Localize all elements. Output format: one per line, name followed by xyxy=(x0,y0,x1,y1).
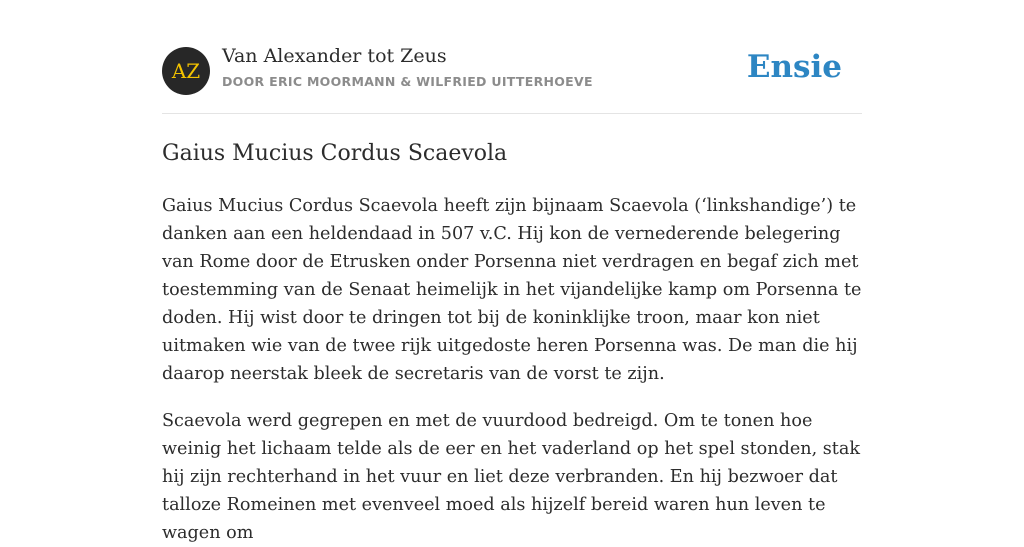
header xyxy=(162,0,862,114)
article-paragraph-2: Scaevola werd gegrepen en met de vuurdood bedreigd. Om te tonen hoe weinig het lichaam telde als de eer en het vaderland op het spel stonden, stak hij zijn rechterhand in het vuur en liet deze verbranden. En hij bezwoer dat talloze Romeinen met evenveel moed als hijzelf bereid waren hun leven te wagen om xyxy=(162,411,861,543)
article-title: Gaius Mucius Cordus Scaevola xyxy=(162,141,508,166)
ensie-logo[interactable]: Ensie xyxy=(746,49,842,85)
book-avatar[interactable]: AZ xyxy=(162,47,210,95)
content-column xyxy=(162,0,862,547)
book-authors: DOOR ERIC MOORMANN & WILFRIED UITTERHOEVE xyxy=(222,74,593,89)
article-paragraph-1: Gaius Mucius Cordus Scaevola heeft zijn bijnaam Scaevola (‘linkshandige’) te danken aan een heldendaad in 507 v.C. Hij kon de vernederende belegering van Rome door de Etrusken onder Porsenna niet verdragen en begaf zich met toestemming van de Senaat heimelijk in het vijandelijke kamp om Porsenna te doden. Hij wist door te dringen tot bij de koninklijke troon, maar kon niet uitmaken wie van de twee rijk uitgedoste heren Porsenna was. De man die hij daarop neerstak bleek de secretaris van de vorst te zijn. xyxy=(162,196,862,384)
book-title-link[interactable]: Van Alexander tot Zeus xyxy=(222,45,447,67)
